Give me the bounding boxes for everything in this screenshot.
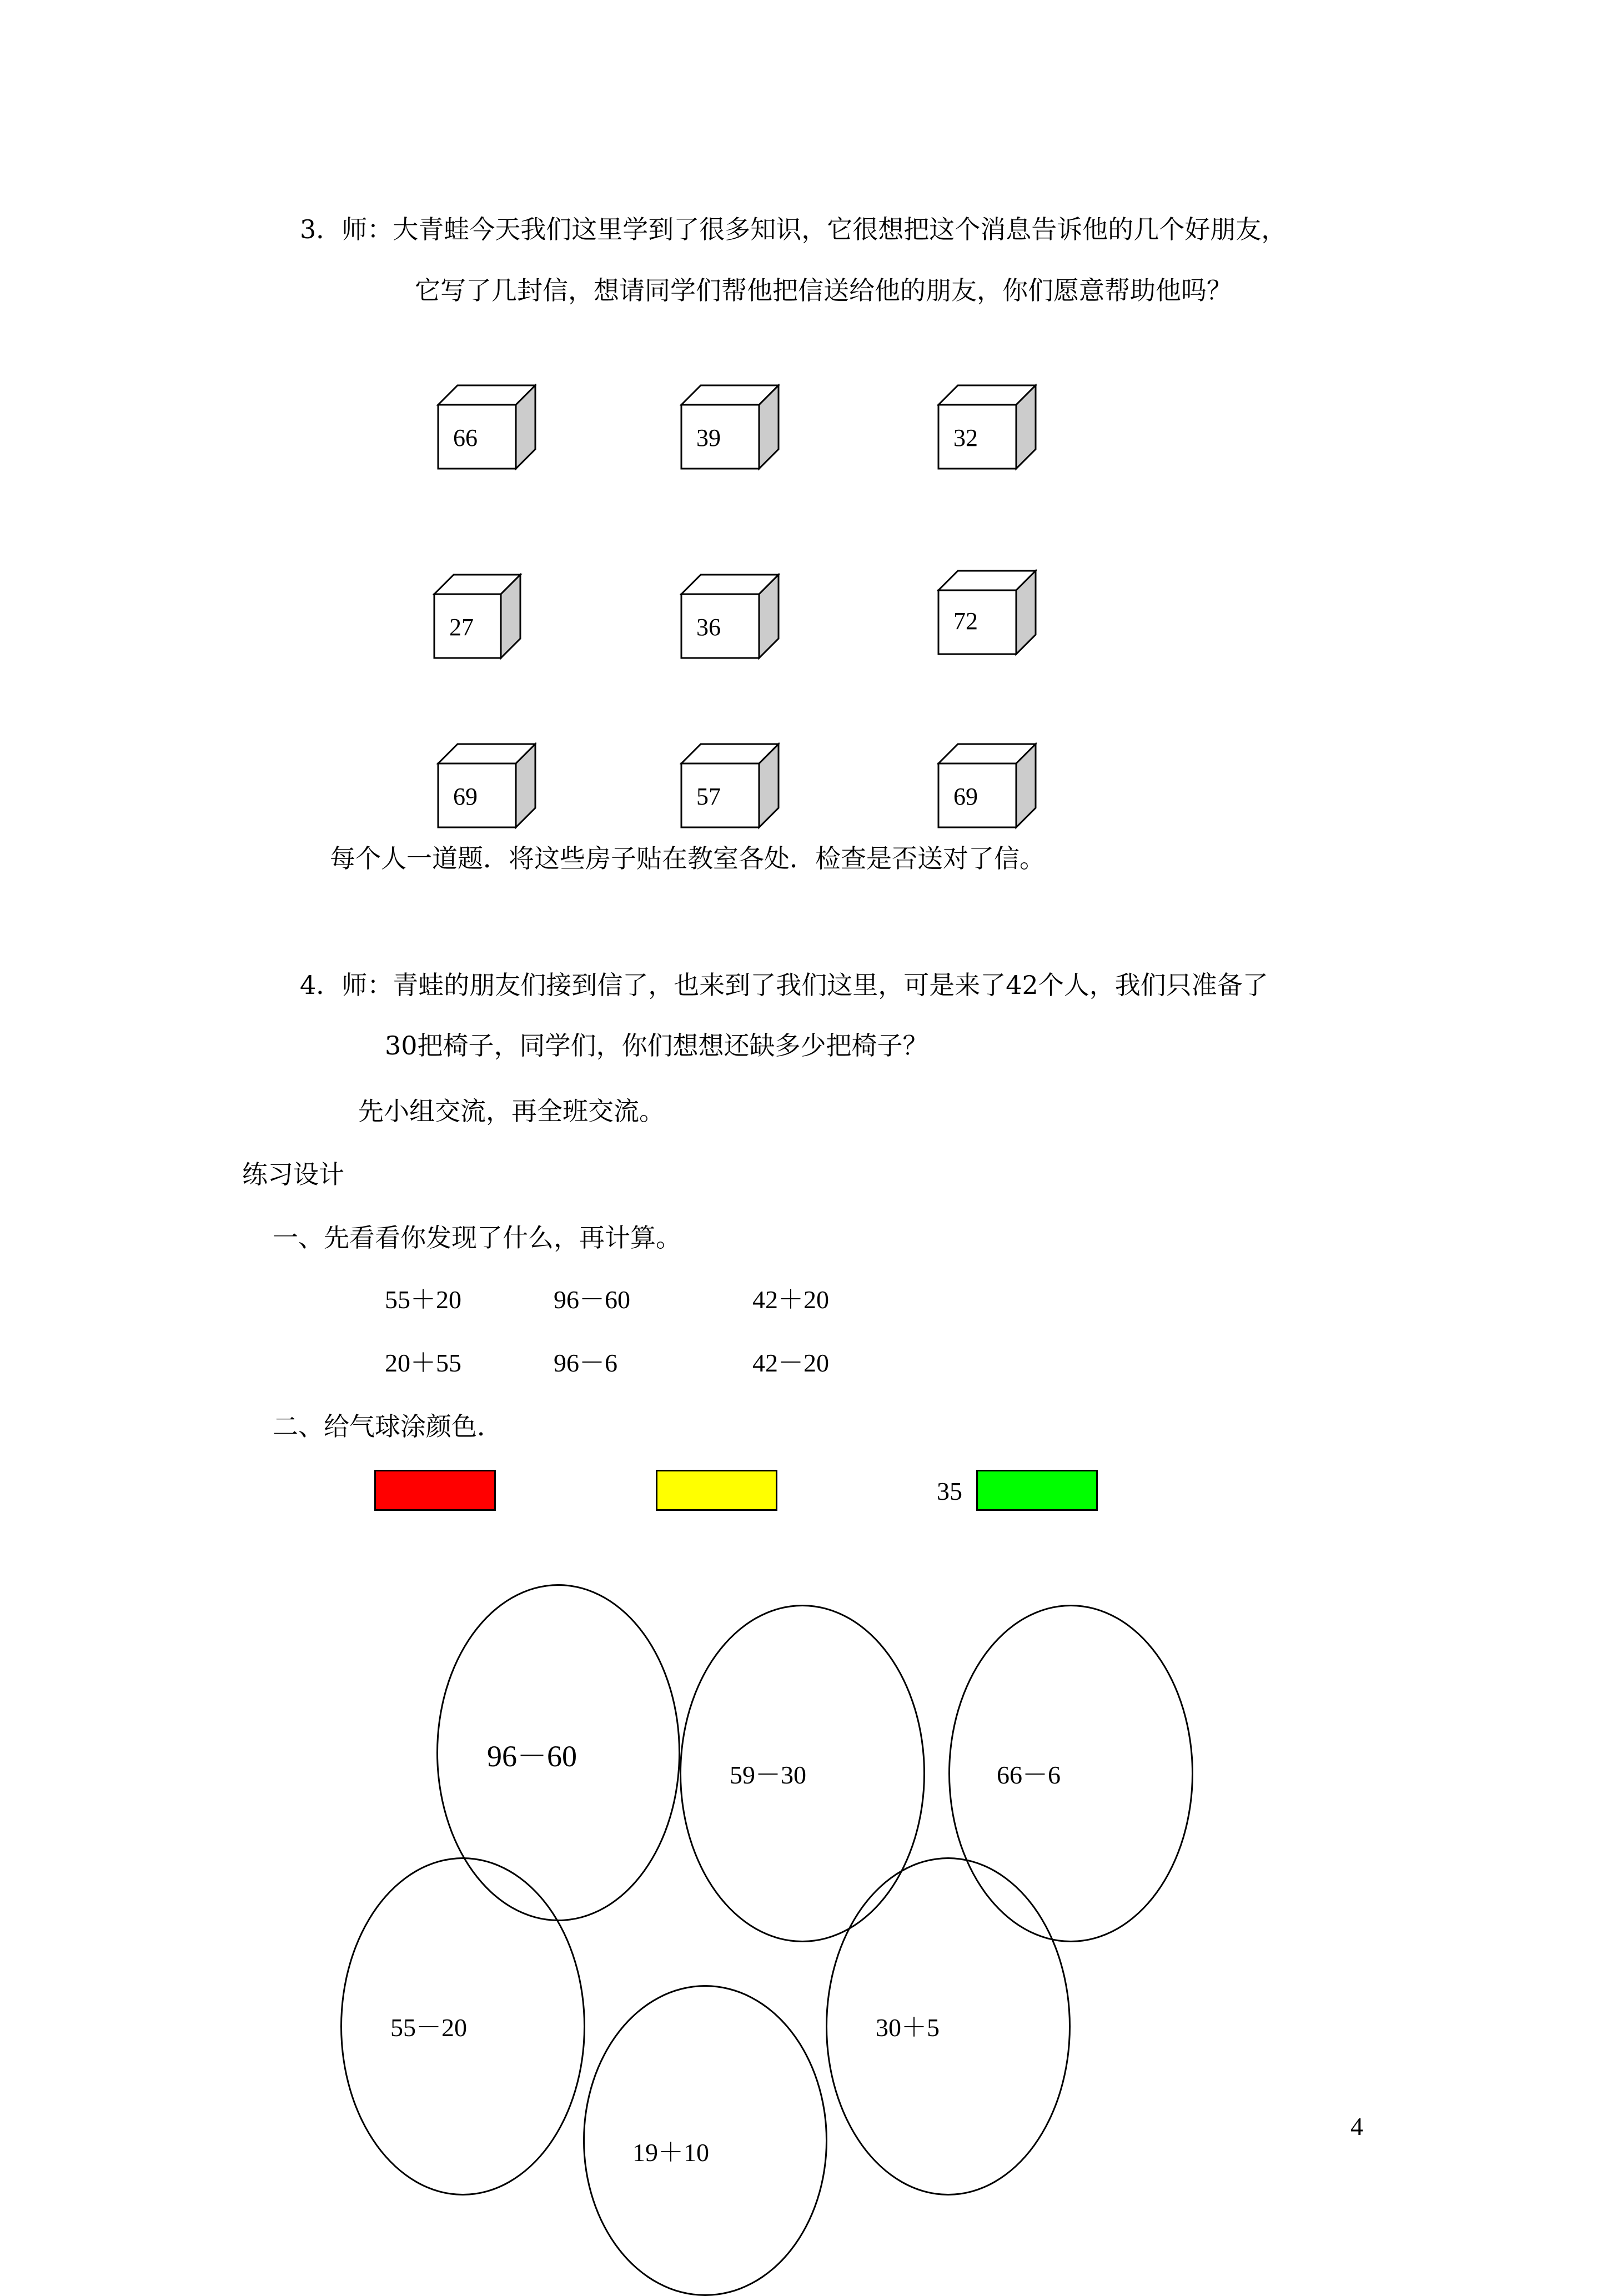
- balloon: [826, 1857, 1071, 2195]
- page-number: 4: [1350, 2112, 1363, 2141]
- house-number: 36: [696, 614, 721, 641]
- balloon-label: 30＋5: [876, 2013, 940, 2042]
- house-number: 72: [953, 607, 978, 635]
- red-swatch: [374, 1470, 496, 1511]
- q1-expression: 42＋20: [752, 1285, 829, 1314]
- yellow-swatch: [656, 1470, 777, 1511]
- house-number: 39: [696, 424, 721, 451]
- house-number: 69: [453, 783, 478, 810]
- balloon-label: 19＋10: [632, 2138, 709, 2167]
- balloon-label: 96－60: [487, 1740, 577, 1773]
- q1-title: 一、先看看你发现了什么，再计算。: [273, 1223, 681, 1253]
- house-box: [436, 384, 536, 473]
- section3-line2: 它写了几封信，想请同学们帮他把信送给他的朋友，你们愿意帮助他吗？: [415, 275, 1232, 305]
- q1-expression: 55＋20: [385, 1285, 461, 1314]
- balloon-label: 59－30: [730, 1761, 806, 1789]
- swatch-label: 35: [937, 1477, 962, 1505]
- house-box: [680, 384, 780, 473]
- balloon-label: 66－6: [997, 1761, 1061, 1789]
- q1-expression: 42－20: [752, 1349, 829, 1377]
- q1-expression: 96－6: [554, 1349, 617, 1377]
- practice-title: 练习设计: [242, 1159, 344, 1189]
- section4-line2: 30把椅子，同学们，你们想想还缺多少把椅子？: [385, 1031, 928, 1061]
- section3-note: 每个人一道题．将这些房子贴在教室各处．检查是否送对了信。: [330, 843, 1045, 873]
- house-box: [433, 573, 533, 662]
- section3-line1: 3．师：大青蛙今天我们这里学到了很多知识，它很想把这个消息告诉他的几个好朋友，: [300, 214, 1287, 244]
- balloon-label: 55－20: [390, 2013, 467, 2042]
- house-box: [937, 384, 1037, 473]
- house-box: [680, 573, 780, 662]
- section4-line3: 先小组交流，再全班交流。: [358, 1096, 665, 1126]
- green-swatch: [976, 1470, 1098, 1511]
- q2-title: 二、给气球涂颜色．: [273, 1411, 503, 1441]
- q1-expression: 20＋55: [385, 1349, 461, 1377]
- house-box: [937, 569, 1037, 658]
- house-box: [436, 742, 536, 831]
- q1-expression: 96－60: [554, 1285, 630, 1314]
- house-box: [937, 742, 1037, 831]
- house-number: 32: [953, 424, 978, 451]
- house-number: 66: [453, 424, 478, 451]
- house-number: 57: [696, 783, 721, 810]
- section4-line1: 4．师：青蛙的朋友们接到信了，也来到了我们这里，可是来了42个人，我们只准备了: [300, 970, 1268, 1000]
- house-number: 27: [449, 614, 474, 641]
- house-number: 69: [953, 783, 978, 810]
- house-box: [680, 742, 780, 831]
